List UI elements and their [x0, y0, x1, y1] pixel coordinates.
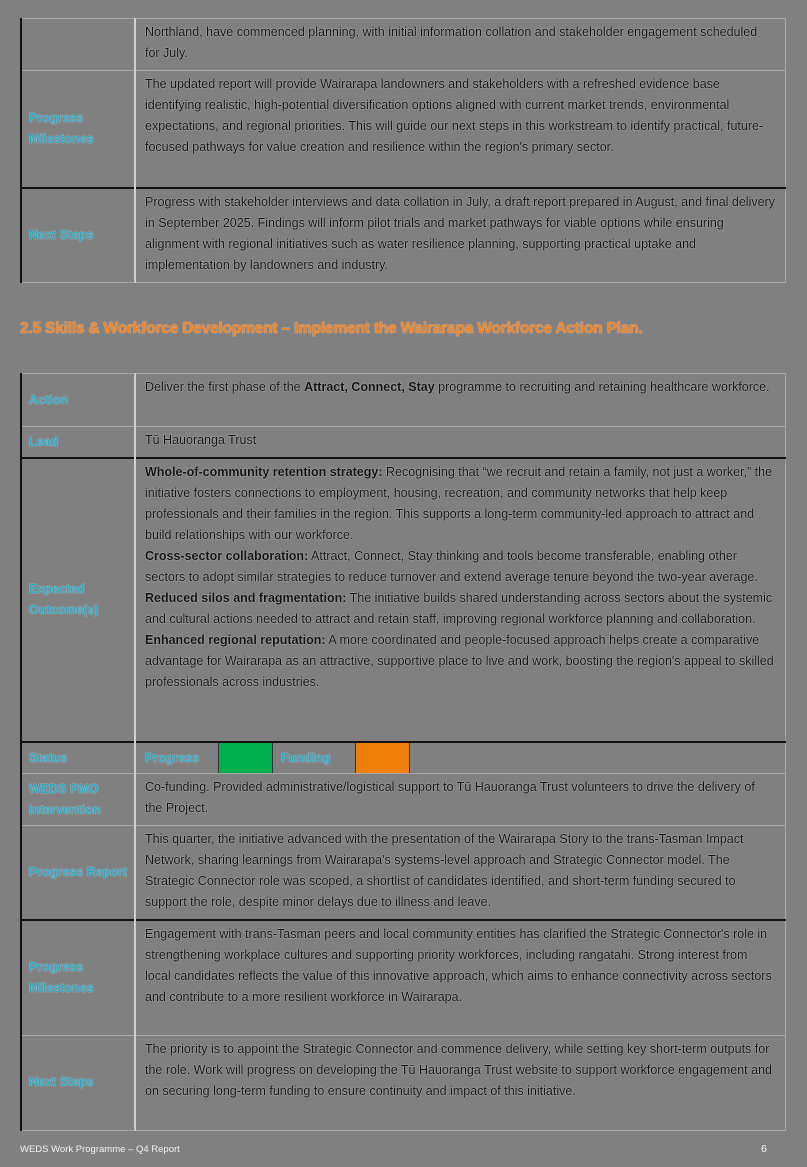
funding-status-swatch [355, 743, 410, 773]
footer-title: WEDS Work Programme – Q4 Report [20, 1144, 180, 1155]
row-label-pmo-intervention: WEDS PMO Intervention [21, 774, 135, 826]
progress-status-swatch [218, 743, 273, 773]
diversification-table [20, 18, 786, 283]
table-row-progress-report [21, 826, 786, 921]
table-row-expected-outcomes [21, 458, 786, 742]
row-label-expected-outcomes: Expected Outcome(s) [21, 458, 135, 742]
table-row-progress-milestones [21, 920, 786, 1035]
row-label-progress-milestones: Progress Milestones [21, 71, 135, 188]
next-steps-text: The priority is to appoint the Strategic Connector and commence delivery, while setting key short-term outputs for the role. Work will progress on developing the Tū Hauoranga Trust website to support workforce engagement and on securing long-term funding to ensure continuity and impact of this initiative. [135, 1035, 786, 1130]
row-label-status: Status [21, 742, 135, 774]
outcome-item: Enhanced regional reputation: A more coordinated and people-focused approach helps create a comparative advantage for Wairarapa as an attractive, supportive place to live and work, boosting the region's appeal to skilled professionals across industries. [145, 633, 774, 689]
progress-status-label: Progress [145, 751, 200, 765]
section-heading: 2.5 Skills & Workforce Development – Implement the Wairarapa Workforce Action Plan. [20, 320, 643, 337]
table-row [21, 71, 786, 188]
continuation-text: Northland, have commenced planning, with initial information collation and stakeholder engagement scheduled for July. [135, 19, 786, 71]
pmo-intervention-text: Co-funding. Provided administrative/logistical support to Tū Hauoranga Trust volunteers to drive the delivery of the Project. [135, 774, 786, 826]
table-row-lead [21, 427, 786, 459]
status-cell [135, 742, 786, 774]
row-label-empty [21, 19, 135, 71]
table-row-pmo [21, 774, 786, 826]
page-number: 6 [761, 1143, 767, 1155]
table-row-next-steps [21, 1035, 786, 1130]
outcome-item: Cross-sector collaboration: Attract, Connect, Stay thinking and tools become transferable, enabling other sectors to adopt similar strategies to reduce turnover and extend average tenure beyond the two-year average. [145, 549, 758, 584]
row-label-next-steps: Next Steps [21, 1035, 135, 1130]
row-label-lead: Lead [21, 427, 135, 459]
row-label-next-steps: Next Steps [21, 188, 135, 283]
lead-text: Tū Hauoranga Trust [135, 427, 786, 459]
workforce-table [20, 373, 786, 1131]
outcome-item: Reduced silos and fragmentation: The initiative builds shared understanding across sectors about the systemic and cultural actions needed to attract and retain staff, improving regional workforce planning and collaboration. [145, 591, 773, 626]
funding-status-label: Funding [281, 751, 331, 765]
table-row [21, 188, 786, 283]
row-label-progress-report: Progress Report [21, 826, 135, 921]
row-label-action: Action [21, 374, 135, 427]
table-row-action [21, 374, 786, 427]
progress-report-text: This quarter, the initiative advanced with the presentation of the Wairarapa Story to the trans-Tasman Impact Network, sharing learnings from Wairarapa's systems-level approach and Strategic Connector model. The Strategic Connector role was scoped, a shortlist of candidates identified, and short-term funding secured to support the role, despite minor delays due to illness and leave. [135, 826, 786, 921]
progress-milestones-text: The updated report will provide Wairarapa landowners and stakeholders with a refreshed evidence base identifying realistic, high-potential diversification options aligned with current market trends, environmental expectations, and regional priorities. This will guide our next steps in this workstream to identify practical, future-focused pathways for value creation and resilience within the region's primary sector. [135, 71, 786, 188]
action-text: Deliver the first phase of the Attract, Connect, Stay programme to recruiting and retaining healthcare workforce. [135, 374, 786, 427]
row-label-progress-milestones: Progress Milestones [21, 920, 135, 1035]
expected-outcomes-text [135, 458, 786, 742]
outcome-item: Whole-of-community retention strategy: Recognising that “we recruit and retain a family, not just a worker,” the initiative fosters connections to employment, housing, recreation, and community networks that help keep professionals and their families in the region. This supports a long-term community-led approach to attract and build relationships with our workforce. [145, 465, 773, 542]
table-row [21, 19, 786, 71]
next-steps-text: Progress with stakeholder interviews and data collation in July, a draft report prepared in August, and final delivery in September 2025. Findings will inform pilot trials and market pathways for viable options while ensuring alignment with regional initiatives such as water resilience planning, supporting practical uptake and implementation by landowners and industry. [135, 188, 786, 283]
table-row-status [21, 742, 786, 774]
progress-milestones-text: Engagement with trans-Tasman peers and local community entities has clarified the Strategic Connector's role in strengthening workplace cultures and supporting priority workforces, including rangatahi. Strong interest from local candidates reflects the value of this innovative approach, which aims to enhance connectivity across sectors and contribute to a more resilient workforce in Wairarapa. [135, 920, 786, 1035]
